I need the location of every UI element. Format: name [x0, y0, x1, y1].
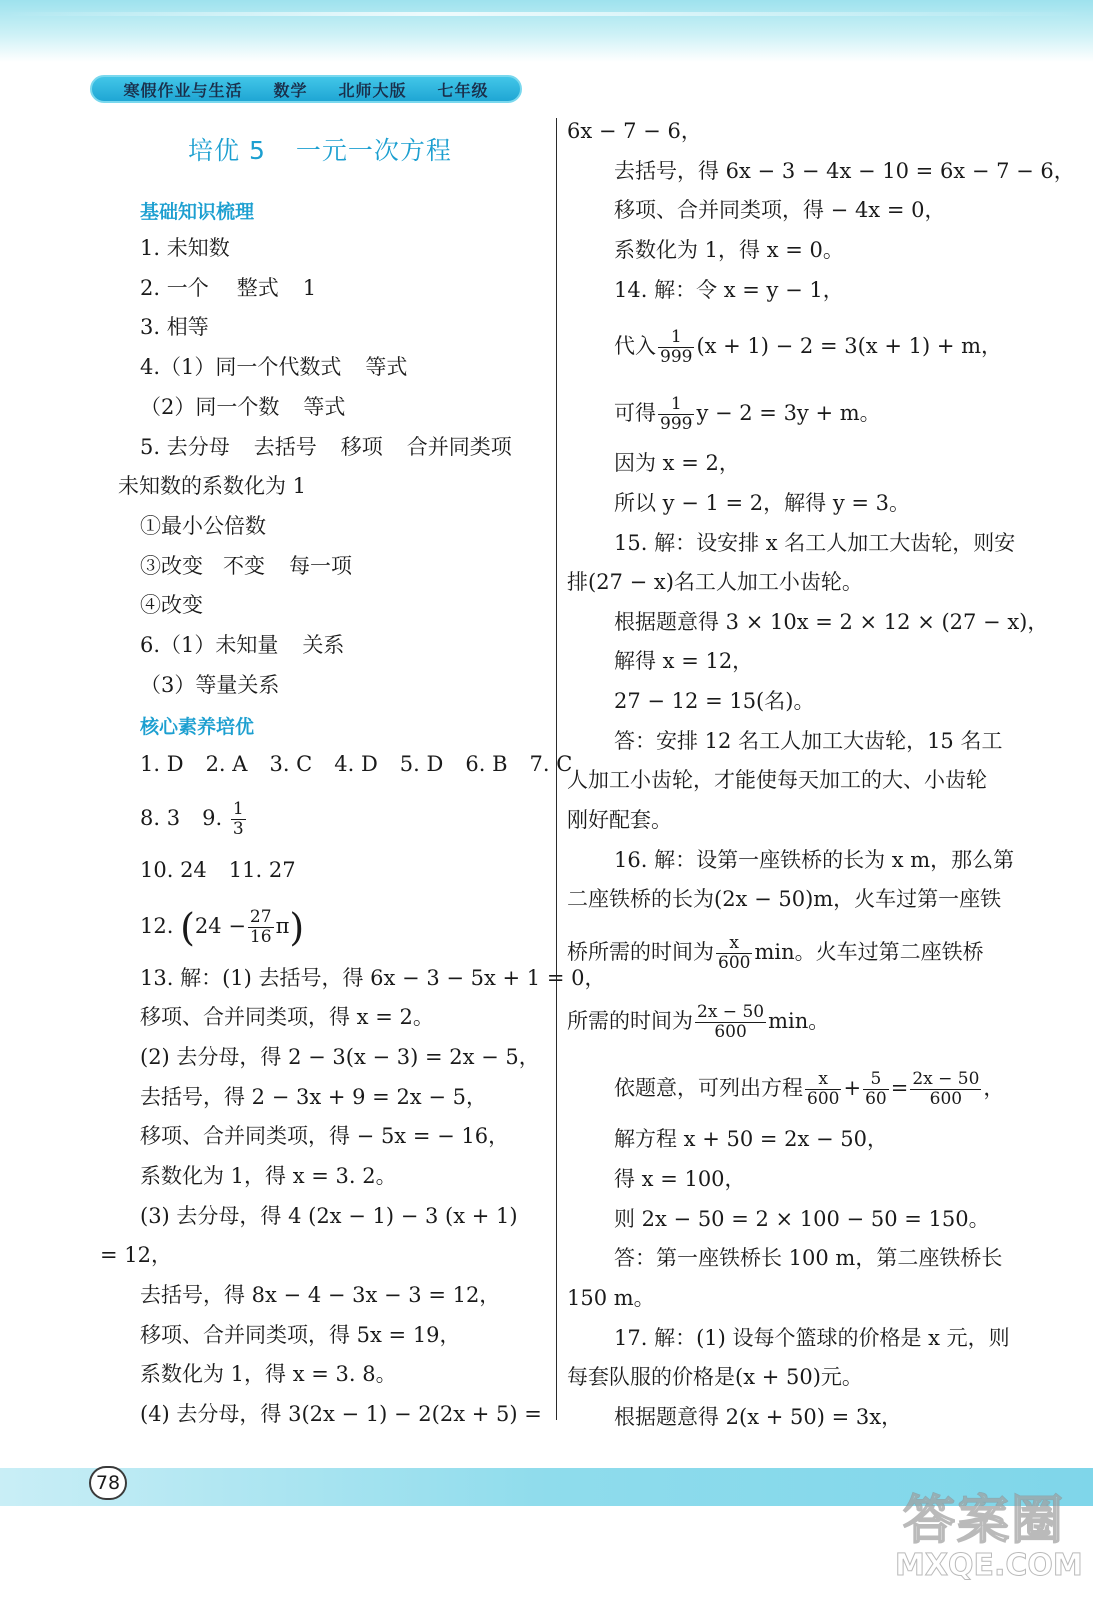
mc-answer: 3. C	[269, 752, 313, 776]
solution-line: 排(27 − x)名工人加工小齿轮。	[567, 570, 863, 594]
answer-line: 未知数的系数化为 1	[118, 474, 307, 498]
book-header	[90, 75, 522, 103]
edition-name: 北师大版	[338, 80, 407, 100]
fraction: $\frac{27}{16}$	[249, 907, 272, 947]
fraction: $\frac{1}{999}$	[660, 327, 693, 367]
solution-line: 刚好配套。	[567, 808, 672, 832]
answer-part: 合并同类项	[406, 435, 512, 459]
solution-line: 解方程 x + 50 = 2x − 50，	[614, 1127, 889, 1151]
answer-line: 3. 相等	[140, 315, 209, 339]
solution-line: (2) 去分母，得 2 − 3(x − 3) = 2x − 5，	[140, 1045, 540, 1069]
solution-line: 17. 解：(1) 设每个篮球的价格是 x 元，则	[614, 1326, 1010, 1350]
grade-name: 七年级	[437, 80, 489, 100]
solution-line: 去括号，得 8x − 4 − 3x − 3 = 12，	[140, 1283, 501, 1307]
title-label: 培优 5	[188, 136, 266, 165]
fraction: $\frac{2x - 50}{600}$	[697, 1002, 765, 1042]
answer-line	[140, 393, 345, 421]
solution-line: 则 2x − 50 = 2 × 100 − 50 = 150。	[614, 1207, 990, 1231]
fraction: $\frac{1}{999}$	[660, 394, 693, 434]
solution-line: 得 x = 100，	[614, 1167, 746, 1191]
text-part: min。火车过第二座铁桥	[754, 940, 984, 964]
answer-part: 6.（1）未知量	[140, 633, 279, 657]
solution-line: (4) 去分母，得 3(2x − 1) − 2(2x + 5) =	[140, 1402, 542, 1426]
fraction: $\frac{x}{600}$	[718, 933, 751, 973]
page-title	[188, 131, 452, 167]
solution-line: 移项、合并同类项，得 5x = 19，	[140, 1323, 461, 1347]
book-name: 寒假作业与生活	[123, 80, 243, 100]
solution-line: 150 m。	[567, 1286, 655, 1310]
answer-line: （3）等量关系	[140, 673, 280, 697]
mc-answer: 2. A	[205, 752, 248, 776]
solution-line: 13. 解：(1) 去括号，得 6x − 3 − 5x + 1 = 0，	[140, 966, 606, 990]
answer-line	[140, 800, 248, 839]
text-part: 可得	[614, 401, 656, 425]
answer-part: 等式	[365, 355, 408, 379]
answer-part: ③改变	[140, 554, 203, 578]
top-decor-band	[0, 0, 1093, 62]
solution-line	[614, 1070, 1004, 1109]
solution-line	[614, 328, 1002, 367]
solution-line: 答：安排 12 名工人加工大齿轮，15 名工	[614, 729, 1003, 753]
answer-part: 关系	[302, 633, 345, 657]
answer-part: 等式	[303, 395, 346, 419]
text-part: +	[843, 1076, 862, 1100]
solution-line: 16. 解：设第一座铁桥的长为 x m，那么第	[614, 848, 1015, 872]
text-part: 依题意，可列出方程	[614, 1076, 803, 1100]
solution-line: (3) 去分母，得 4 (2x − 1) − 3 (x + 1)	[140, 1204, 518, 1228]
solution-line	[614, 395, 881, 434]
solution-line: = 12，	[100, 1243, 172, 1267]
answer-part: 1	[302, 276, 317, 300]
answer-line: 12. (24 − $\frac{27}{16}$ π)	[140, 905, 305, 950]
solution-line	[567, 1003, 829, 1042]
site-watermark	[895, 1478, 1085, 1594]
section-basic: 基础知识梳理	[140, 201, 255, 223]
solution-line: 移项、合并同类项，得 − 4x = 0，	[614, 198, 946, 222]
solution-line: 移项、合并同类项，得 − 5x = − 16，	[140, 1124, 510, 1148]
solution-line: 所以 y − 1 = 2，解得 y = 3。	[614, 491, 910, 515]
answer-part: （2）同一个数	[140, 395, 280, 419]
text-part: min。	[768, 1009, 830, 1033]
answer-part: 24 −	[194, 914, 246, 938]
text-part: 桥所需的时间为	[567, 940, 714, 964]
mc-answer: 4. D	[334, 752, 378, 776]
answer-part: 4.（1）同一个代数式	[140, 355, 342, 379]
answer-part: π	[275, 914, 290, 938]
solution-line: 去括号，得 2 − 3x + 9 = 2x − 5，	[140, 1085, 487, 1109]
solution-line	[567, 934, 984, 973]
mc-answers-line	[140, 750, 572, 778]
section-core: 核心素养培优	[140, 716, 255, 738]
answer-line: ①最小公倍数	[140, 514, 266, 538]
solution-line: 系数化为 1，得 x = 0。	[614, 238, 844, 262]
text-part: 代入	[614, 334, 656, 358]
answer-line: ④改变	[140, 593, 203, 617]
mc-answer: 5. D	[399, 752, 444, 776]
answer-part: 11. 27	[228, 858, 296, 882]
solution-line: 系数化为 1，得 x = 3. 8。	[140, 1362, 397, 1386]
mc-answer: 6. B	[465, 752, 508, 776]
answer-part: 2. 一个	[140, 276, 209, 300]
answer-line	[140, 631, 344, 659]
solution-line: 14. 解：令 x = y − 1，	[614, 278, 844, 302]
answer-part: 12.	[140, 914, 174, 938]
solution-line: 每套队服的价格是(x + 50)元。	[567, 1365, 863, 1389]
answer-part: 去括号	[253, 435, 317, 459]
answer-line	[140, 353, 407, 381]
solution-line: 因为 x = 2，	[614, 451, 740, 475]
fraction: $\frac{1}{3}$	[232, 799, 244, 839]
subject-name: 数学	[273, 80, 308, 100]
answer-line	[140, 552, 352, 580]
solution-line: 根据题意得 3 × 10x = 2 × 12 × (27 − x)，	[614, 610, 1049, 634]
solution-line: 解得 x = 12，	[614, 649, 754, 673]
answer-line	[140, 856, 296, 884]
answer-part: 10. 24	[140, 858, 207, 882]
solution-line: 答：第一座铁桥长 100 m，第二座铁桥长	[614, 1246, 1003, 1270]
answer-part: 5. 去分母	[140, 435, 230, 459]
page-number: 78	[89, 1466, 127, 1500]
answer-part: 整式	[236, 276, 279, 300]
answer-part: 不变	[223, 554, 265, 578]
solution-line: 人加工小齿轮，才能使每天加工的大、小齿轮	[567, 768, 987, 792]
watermark-url: MXQE.COM	[895, 1548, 1083, 1583]
solution-line: 系数化为 1，得 x = 3. 2。	[140, 1164, 397, 1188]
solution-line: 6x − 7 − 6，	[567, 119, 702, 143]
band-streak	[0, 12, 1093, 16]
solution-line: 27 − 12 = 15(名)。	[614, 689, 815, 713]
answer-line	[140, 433, 512, 461]
solution-line: 根据题意得 2(x + 50) = 3x，	[614, 1405, 903, 1429]
mc-answer: 1. D	[140, 752, 184, 776]
solution-line: 移项、合并同类项，得 x = 2。	[140, 1005, 434, 1029]
fraction: $\frac{x}{600}$	[807, 1069, 840, 1109]
answer-part: 移项	[340, 435, 383, 459]
text-part: 所需的时间为	[567, 1009, 693, 1033]
title-topic: 一元一次方程	[295, 136, 452, 165]
answer-part: 8. 3	[140, 806, 181, 830]
solution-line: 二座铁桥的长为(2x − 50)m，火车过第一座铁	[567, 887, 1002, 911]
answer-part: 每一项	[289, 554, 352, 578]
text-part: (x + 1) − 2 = 3(x + 1) + m，	[696, 334, 1002, 358]
answer-line: 1. 未知数	[140, 236, 230, 260]
fraction: $\frac{2x - 50}{600}$	[912, 1069, 980, 1109]
text-part: ，	[983, 1076, 1005, 1100]
answer-line	[140, 274, 316, 302]
watermark-logo-text: 答案圈	[903, 1491, 1066, 1551]
solution-line: 15. 解：设安排 x 名工人加工大齿轮，则安	[614, 531, 1016, 555]
text-part: y − 2 = 3y + m。	[696, 401, 881, 425]
text-part: =	[890, 1076, 909, 1100]
fraction: $\frac{5}{60}$	[865, 1069, 887, 1109]
answer-part: 9.	[202, 806, 223, 830]
mc-answer: 7. C	[529, 752, 573, 776]
solution-line: 去括号，得 6x − 3 − 4x − 10 = 6x − 7 − 6，	[614, 159, 1075, 183]
